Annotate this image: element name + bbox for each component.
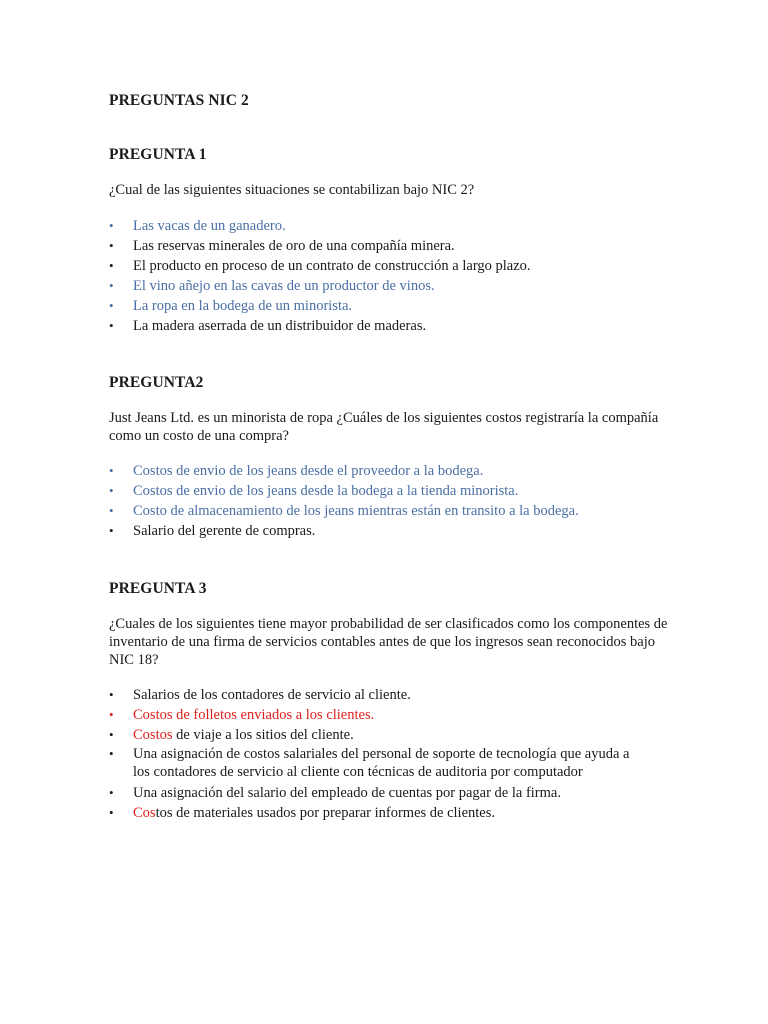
option-text: Las vacas de un ganadero. bbox=[133, 218, 286, 234]
bullet-icon: • bbox=[109, 483, 114, 498]
list-item bbox=[109, 803, 649, 823]
bullet-icon: • bbox=[109, 523, 114, 538]
document-title: PREGUNTAS NIC 2 bbox=[109, 92, 249, 109]
bullet-icon: • bbox=[109, 785, 114, 800]
list-item bbox=[109, 276, 649, 296]
option-text: El producto en proceso de un contrato de construcción a largo plazo. bbox=[133, 258, 531, 274]
question-3-options bbox=[109, 685, 649, 823]
list-item bbox=[109, 725, 649, 745]
list-item bbox=[109, 783, 649, 803]
list-item bbox=[109, 256, 649, 276]
option-text: Costos de envio de los jeans desde la bodega a la tienda minorista. bbox=[133, 483, 519, 499]
question-2-prompt: Just Jeans Ltd. es un minorista de ropa ¿Cuáles de los siguientes costos registraría la compañía como un costo de una compra? bbox=[109, 410, 659, 444]
question-1-prompt: ¿Cual de las siguientes situaciones se contabilizan bajo NIC 2? bbox=[109, 182, 475, 198]
list-item bbox=[109, 481, 649, 501]
question-3-heading: PREGUNTA 3 bbox=[109, 580, 207, 597]
option-text: Salario del gerente de compras. bbox=[133, 523, 316, 539]
list-item bbox=[109, 461, 649, 481]
option-text: Costos de envio de los jeans desde el proveedor a la bodega. bbox=[133, 463, 484, 479]
list-item bbox=[109, 745, 649, 783]
option-text: Una asignación de costos salariales del personal de soporte de tecnología que ayuda a los contadores de servicio al cliente con técnicas de auditoria por computador bbox=[133, 746, 630, 780]
bullet-icon: • bbox=[109, 258, 114, 273]
bullet-icon: • bbox=[109, 298, 114, 313]
question-1-options bbox=[109, 216, 649, 336]
list-item bbox=[109, 316, 649, 336]
bullet-icon: • bbox=[109, 318, 114, 333]
option-text: Las reservas minerales de oro de una compañía minera. bbox=[133, 238, 455, 254]
option-highlight-text: Costos bbox=[133, 727, 173, 743]
option-text: Costo de almacenamiento de los jeans mientras están en transito a la bodega. bbox=[133, 503, 579, 519]
bullet-icon: • bbox=[109, 238, 114, 253]
list-item bbox=[109, 296, 649, 316]
bullet-icon: • bbox=[109, 278, 114, 293]
list-item bbox=[109, 705, 649, 725]
list-item bbox=[109, 685, 649, 705]
bullet-icon: • bbox=[109, 463, 114, 478]
option-text: La ropa en la bodega de un minorista. bbox=[133, 298, 353, 314]
option-text: de viaje a los sitios del cliente. bbox=[172, 727, 354, 743]
question-3-prompt: ¿Cuales de los siguientes tiene mayor probabilidad de ser clasificados como los componentes de inventario de una firma de servicios contables antes de que los ingresos sean reconocidos bajo NIC 18? bbox=[109, 616, 668, 668]
option-text: El vino añejo en las cavas de un productor de vinos. bbox=[133, 278, 435, 294]
list-item bbox=[109, 216, 649, 236]
list-item bbox=[109, 521, 649, 541]
question-2-options bbox=[109, 461, 649, 541]
option-highlight-text: Cos bbox=[133, 805, 156, 821]
bullet-icon: • bbox=[109, 746, 114, 761]
question-1-heading: PREGUNTA 1 bbox=[109, 146, 207, 163]
bullet-icon: • bbox=[109, 687, 114, 702]
bullet-icon: • bbox=[109, 218, 114, 233]
list-item bbox=[109, 236, 649, 256]
bullet-icon: • bbox=[109, 805, 114, 820]
bullet-icon: • bbox=[109, 707, 114, 722]
option-text: Una asignación del salario del empleado de cuentas por pagar de la firma. bbox=[133, 785, 561, 801]
list-item bbox=[109, 501, 649, 521]
bullet-icon: • bbox=[109, 503, 114, 518]
option-text: La madera aserrada de un distribuidor de maderas. bbox=[133, 318, 427, 334]
option-text: Salarios de los contadores de servicio al cliente. bbox=[133, 687, 411, 703]
option-highlight-text: Costos de folletos enviados a los clientes. bbox=[133, 707, 375, 723]
bullet-icon: • bbox=[109, 727, 114, 742]
option-text: tos de materiales usados por preparar informes de clientes. bbox=[155, 805, 495, 821]
question-2-heading: PREGUNTA2 bbox=[109, 374, 204, 391]
